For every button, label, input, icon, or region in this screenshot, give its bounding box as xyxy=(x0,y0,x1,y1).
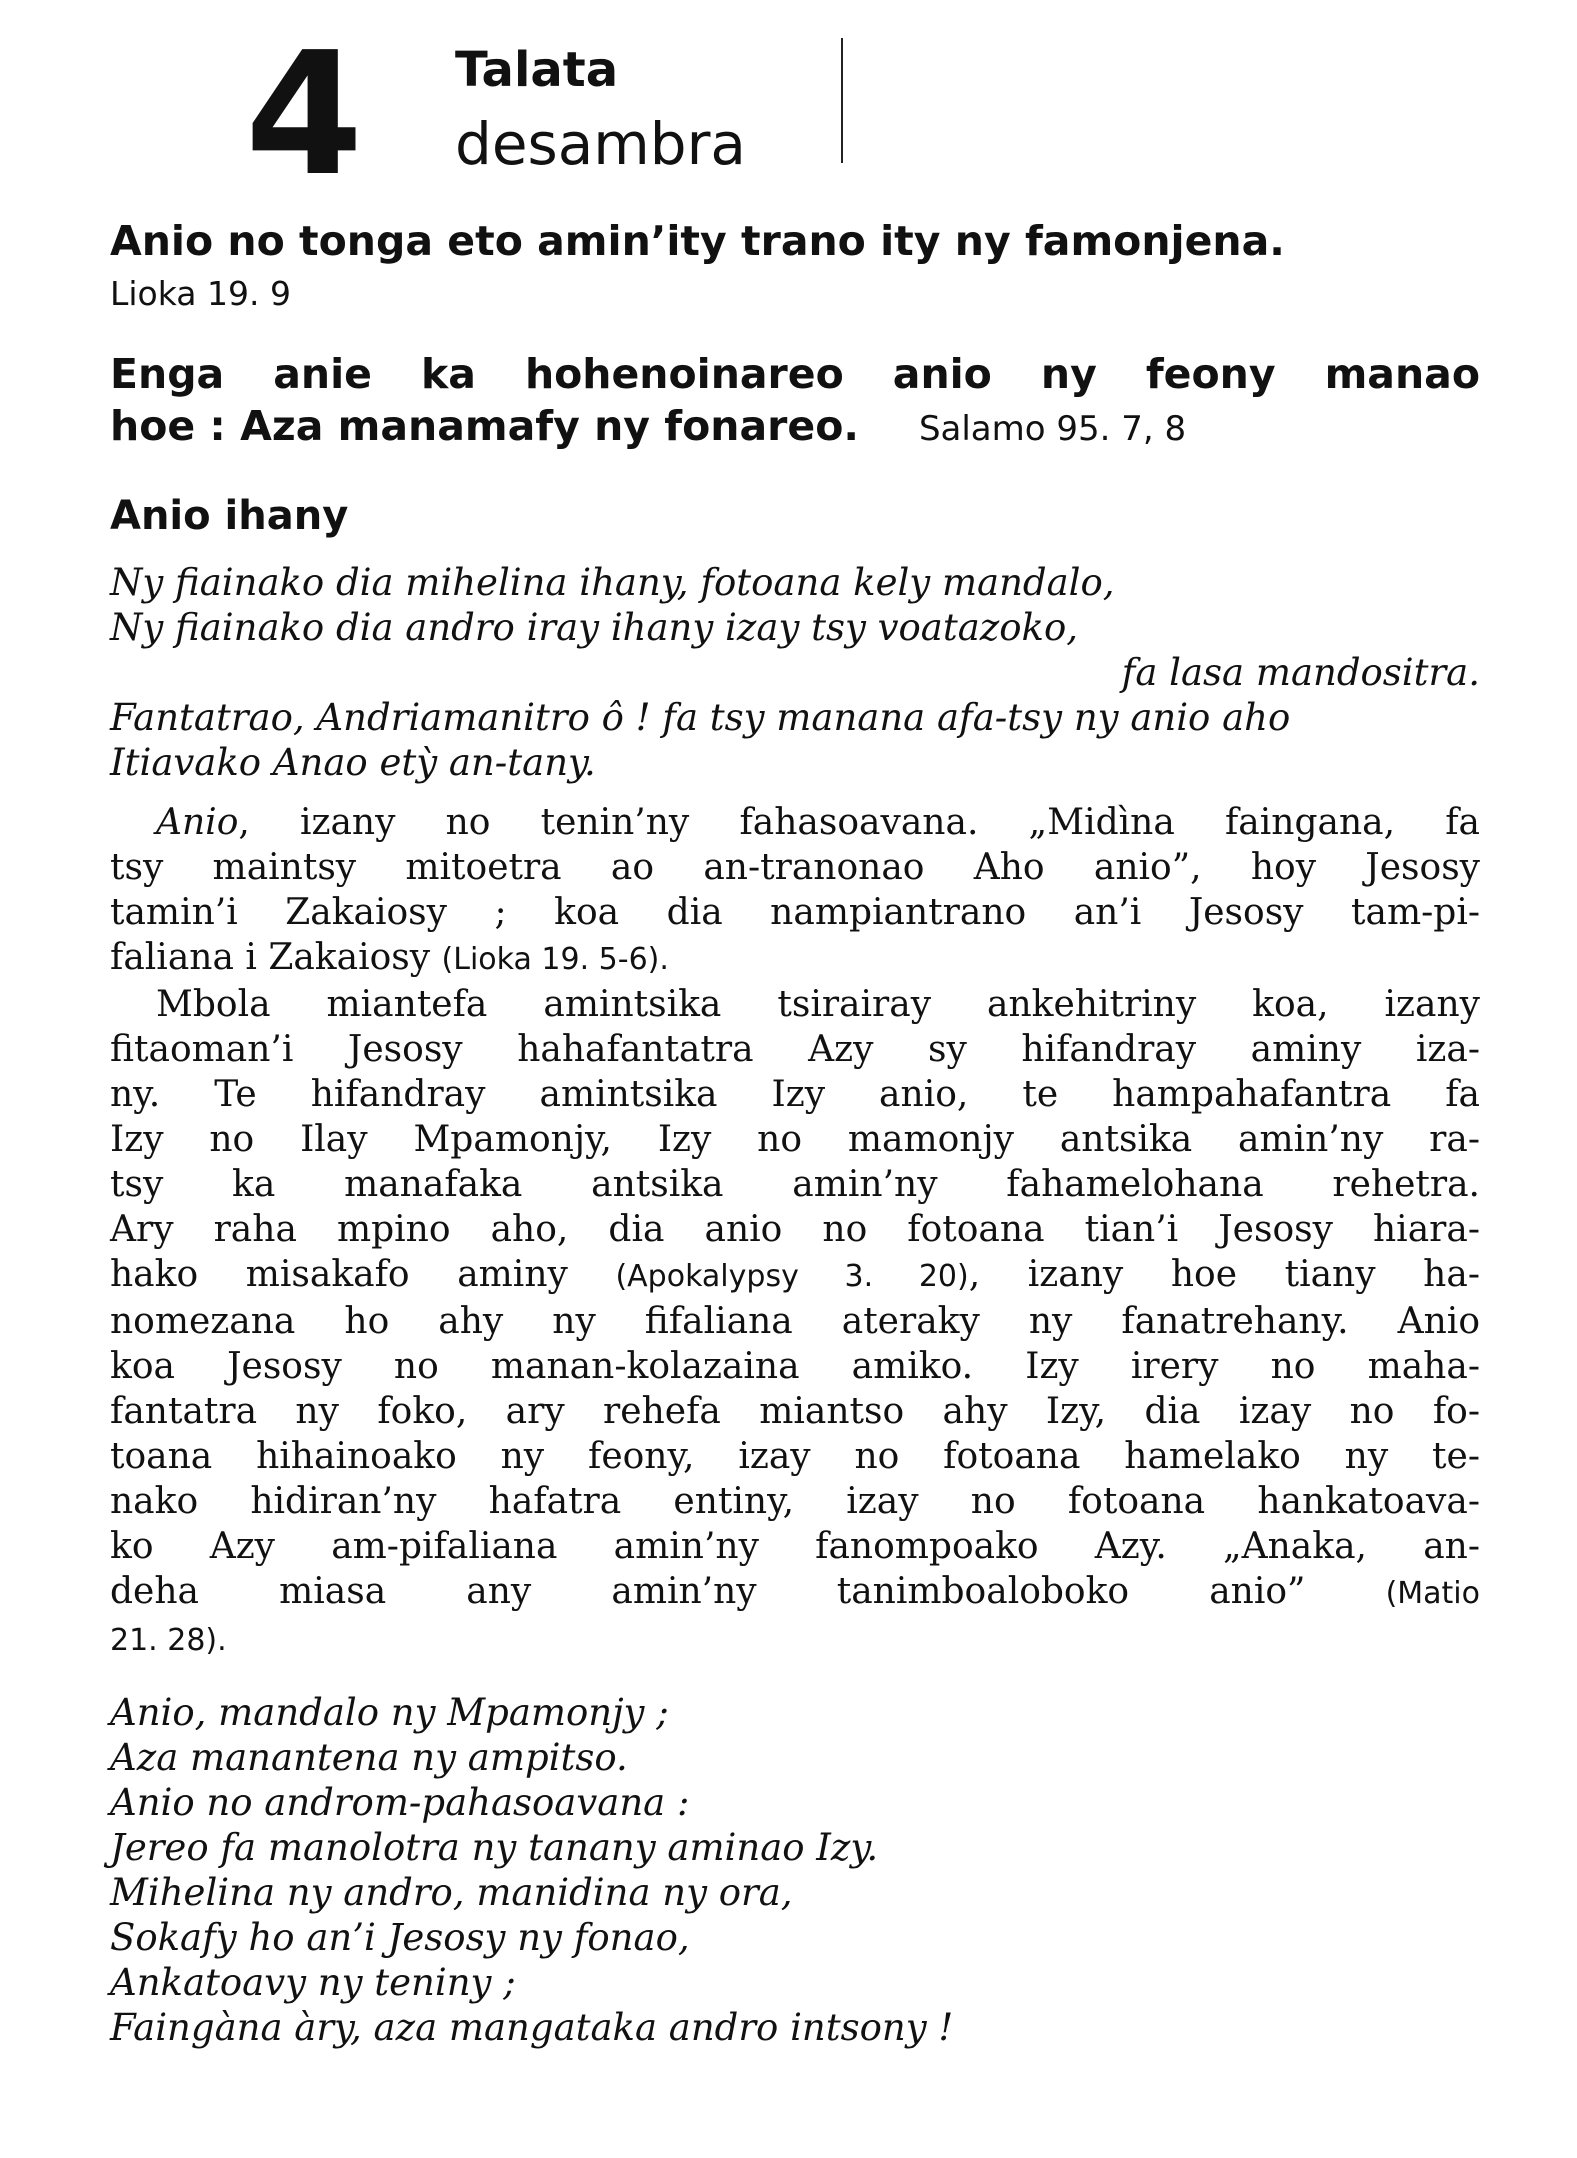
body-emphasis: Anio xyxy=(156,802,239,843)
verse-main: Anio no tonga eto amin’ity trano ity ny famonjena. xyxy=(110,217,1285,265)
poem-line: fa lasa mandositra. xyxy=(1121,651,1480,694)
poem-line: Fantatrao, Andriamanitro ô ! fa tsy manana afa-tsy ny anio aho xyxy=(110,696,1291,739)
scripture-reference: (Matio xyxy=(1385,1576,1480,1611)
body-line: Mbola miantefa amintsika tsirairay ankehitriny koa, izany xyxy=(156,984,1480,1025)
poem-line: Ankatoavy ny teniny ; xyxy=(110,1961,516,2004)
verse-secondary-line xyxy=(110,400,1480,455)
scripture-reference: (Lioka 19. 5-6). xyxy=(441,942,669,977)
body-line: fantatra ny foko, ary rehefa miantso ahy Izy, dia izay no fo- xyxy=(110,1391,1480,1432)
poem-line: Ny fiainako dia andro iray ihany izay tsy voatazoko, xyxy=(110,606,1079,649)
body-line: tamin’i Zakaiosy ; koa dia nampiantrano an’i Jesosy tam-pi- xyxy=(110,892,1480,933)
body-line: Izy no Ilay Mpamonjy, Izy no mamonjy antsika amin’ny ra- xyxy=(110,1119,1480,1160)
poem-line: Itiavako Anao etỳ an-tany. xyxy=(110,741,596,784)
body-text-span: , izany no tenin’ny fahasoavana. „Midìna faingana, fa xyxy=(238,802,1480,843)
weekday: Talata xyxy=(455,42,619,98)
body-line: Ary raha mpino aho, dia anio no fotoana tian’i Jesosy hiara- xyxy=(110,1209,1480,1250)
body-text-span: deha miasa any amin’ny tanimboaloboko anio” xyxy=(110,1571,1306,1612)
header-divider xyxy=(841,38,843,163)
verse-secondary-reference: Salamo 95. 7, 8 xyxy=(918,409,1187,449)
body-line: ny. Te hifandray amintsika Izy anio, te hampahafantra fa xyxy=(110,1074,1480,1115)
body-line xyxy=(110,1569,1480,1616)
body-line: fitaoman’i Jesosy hahafantatra Azy sy hifandray aminy iza- xyxy=(110,1029,1480,1070)
poem-line: Sokafy ho an’i Jesosy ny fonao, xyxy=(110,1916,690,1959)
poem-line: Mihelina ny andro, manidina ny ora, xyxy=(110,1871,793,1914)
body-line: nako hidiran’ny hafatra entiny, izay no fotoana hankatoava- xyxy=(110,1481,1480,1522)
month: desambra xyxy=(455,110,746,178)
poem-line: Anio no androm-pahasoavana : xyxy=(110,1781,690,1824)
body-text-span: faliana i Zakaiosy xyxy=(110,937,431,978)
body-line: tsy maintsy mitoetra ao an-tranonao Aho anio”, hoy Jesosy xyxy=(110,847,1480,888)
body-line: toana hihainoako ny feony, izay no fotoana hamelako ny te- xyxy=(110,1436,1480,1477)
poem-intro xyxy=(110,560,1480,785)
body-line xyxy=(110,800,1480,845)
poem-line: Anio, mandalo ny Mpamonjy ; xyxy=(110,1691,669,1734)
verse-secondary-line: Enga anie ka hohenoinareo anio ny feony manao xyxy=(110,350,1480,398)
body-text-span: , izany hoe tiany ha- xyxy=(968,1254,1480,1295)
section-title: Anio ihany xyxy=(110,493,349,539)
day-number: 4 xyxy=(245,16,360,214)
body-line: tsy ka manafaka antsika amin’ny fahamelohana rehetra. xyxy=(110,1164,1480,1205)
body-line xyxy=(110,1616,1480,1663)
body-line xyxy=(110,1252,1480,1299)
poem-line: Ny fiainako dia mihelina ihany, fotoana kely mandalo, xyxy=(110,561,1115,604)
body-line xyxy=(110,935,1480,982)
poem-line: Faingàna àry, aza mangataka andro intsony ! xyxy=(110,2006,954,2049)
body-line: ko Azy am-pifaliana amin’ny fanompoako Azy. „Anaka, an- xyxy=(110,1526,1480,1567)
poem-line: Jereo fa manolotra ny tanany aminao Izy. xyxy=(110,1826,879,1869)
body-line: koa Jesosy no manan-kolazaina amiko. Izy irery no maha- xyxy=(110,1346,1480,1387)
verse-secondary xyxy=(110,348,1480,455)
verse-secondary-text: hoe : Aza manamafy ny fonareo. xyxy=(110,402,859,450)
body-line: nomezana ho ahy ny fifaliana ateraky ny fanatrehany. Anio xyxy=(110,1301,1480,1342)
poem-line: Aza manantena ny ampitso. xyxy=(110,1736,628,1779)
body-text xyxy=(110,800,1480,1663)
body-text-span: hako misakafo aminy xyxy=(110,1254,568,1295)
poem-closing xyxy=(110,1690,1480,2050)
scripture-reference: (Apokalypsy 3. 20) xyxy=(615,1259,969,1294)
verse-main-reference: Lioka 19. 9 xyxy=(110,274,291,313)
scripture-reference: 21. 28). xyxy=(110,1623,227,1658)
